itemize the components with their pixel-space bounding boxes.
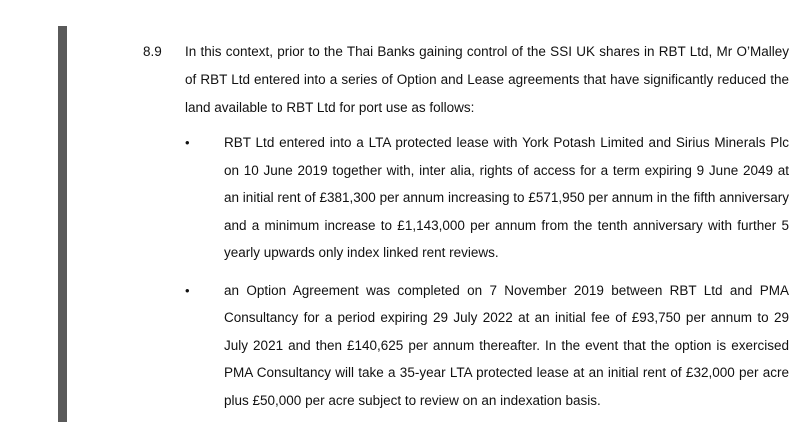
bullet-text: an Option Agreement was completed on 7 November 2019 between RBT Ltd and PMA Consultancy for a period expiring 29 July 2022 at an initial fee of £93,750 per annum to 29 July 2021 and then £140,625 per annum thereafter. In the event that the option is exercised PMA Consultancy will take a 35-year LTA protected lease at an initial rent of £32,000 per acre plus £50,000 per acre subject to review on an indexation basis. xyxy=(224,282,789,408)
bullet-list xyxy=(185,129,789,424)
bullet-item-option xyxy=(185,277,789,415)
bullet-icon: • xyxy=(185,135,190,150)
bullet-item-lease xyxy=(185,129,789,267)
paragraph-text: In this context, prior to the Thai Banks gaining control of the SSI UK shares in RBT Ltd, Mr O’Malley of RBT Ltd entered into a series of Option and Lease agreements that have significantly reduced the land available to RBT Ltd for port use as follows: xyxy=(185,44,789,115)
margin-change-bar xyxy=(58,26,67,422)
paragraph-number: 8.9 xyxy=(143,44,162,59)
bullet-text: RBT Ltd entered into a LTA protected lease with York Potash Limited and Sirius Minerals Plc on 10 June 2019 together with, inter alia, rights of access for a term expiring 9 June 2049 at an initial rent of £381,300 per annum increasing to £571,950 per annum in the fifth anniversary and a minimum increase to £1,143,000 per annum from the tenth anniversary with further 5 yearly upwards only index linked rent reviews. xyxy=(224,135,789,260)
bullet-icon: • xyxy=(185,282,190,298)
